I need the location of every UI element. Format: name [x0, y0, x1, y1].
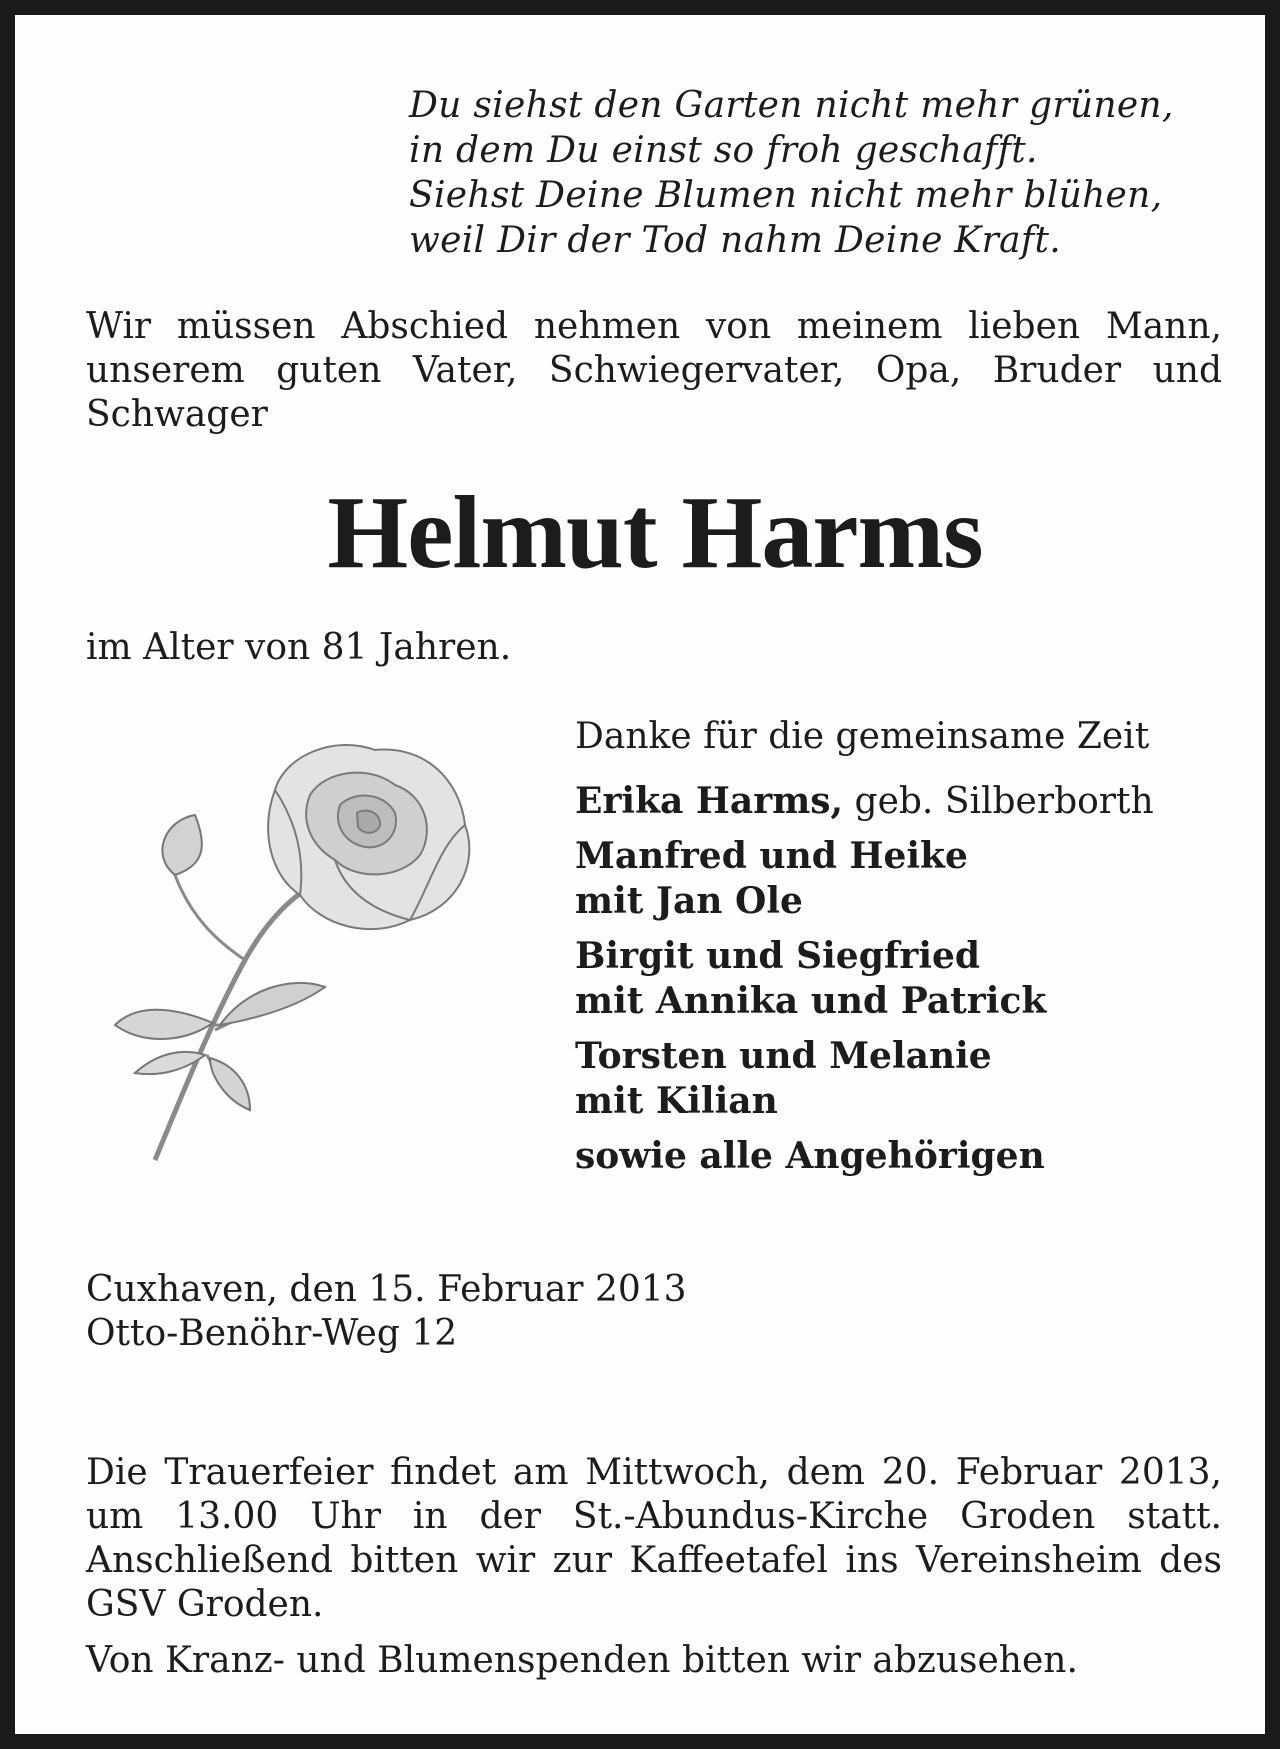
poem-line: Siehst Deine Blumen nicht mehr blühen,: [409, 175, 1163, 216]
mourners-list: [575, 715, 1154, 1189]
poem-line: Du siehst den Garten nicht mehr grünen,: [409, 85, 1174, 126]
mourner-name: Birgit und Siegfried: [575, 935, 981, 977]
age-text: im Alter von 81 Jahren.: [86, 627, 512, 668]
intro-text: Wir müssen Abschied nehmen von meinem lieben Mann, unserem guten Vater, Schwiegervater, Opa, Bruder und Schwager: [86, 306, 1222, 435]
flowers-note: Von Kranz- und Blumenspenden bitten wir abzusehen.: [86, 1640, 1078, 1681]
maiden-name: geb. Silberborth: [843, 781, 1154, 822]
place-and-address: [86, 1268, 687, 1356]
mourner-name: Manfred und Heike: [575, 835, 968, 877]
deceased-name: Helmut Harms: [327, 475, 983, 590]
address: Otto-Benöhr-Weg 12: [86, 1313, 458, 1354]
poem-line: weil Dir der Tod nahm Deine Kraft.: [409, 220, 1062, 261]
mourner-name: sowie alle Angehörigen: [575, 1135, 1045, 1177]
mourner-name: mit Annika und Patrick: [575, 980, 1047, 1022]
rose-icon: [95, 725, 515, 1175]
mourner-name: Torsten und Melanie: [575, 1035, 992, 1077]
service-info: Die Trauerfeier findet am Mittwoch, dem 20. Februar 2013, um 13.00 Uhr in der St.-Abundus-Kirche Groden statt. Anschließend bitten wir zur Kaffeetafel ins Vereinsheim des GSV Groden.: [86, 1452, 1222, 1625]
mourner-group: [575, 1034, 1154, 1124]
mourner-name: Erika Harms,: [575, 780, 844, 822]
mourner-name: mit Jan Ole: [575, 880, 803, 922]
mourner-group: [575, 934, 1154, 1024]
poem: [409, 83, 1174, 263]
mourner-group: [575, 834, 1154, 924]
mourner-name: mit Kilian: [575, 1080, 778, 1122]
mourner-group: [575, 1134, 1154, 1179]
mourner-group: [575, 779, 1154, 824]
thanks-line: Danke für die gemeinsame Zeit: [575, 716, 1150, 757]
poem-line: in dem Du einst so froh geschafft.: [409, 130, 1038, 171]
place-date: Cuxhaven, den 15. Februar 2013: [86, 1269, 687, 1310]
